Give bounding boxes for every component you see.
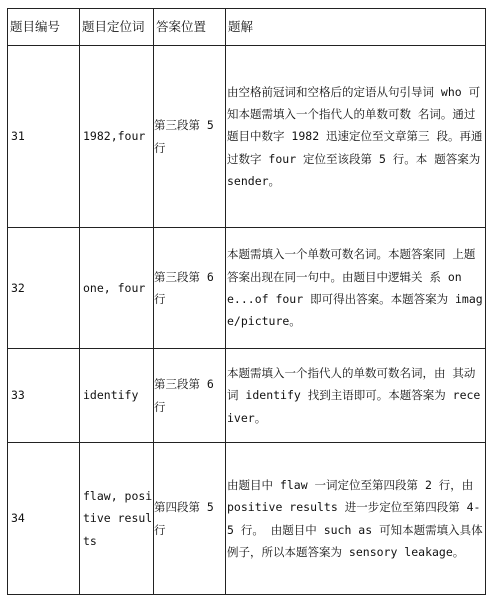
table-row <box>8 46 486 228</box>
answer-explanation: 本题需填入一个指代人的单数可数名词，由 其动词 identify 找到主语即可。本题答案为 receiver。 <box>226 349 486 443</box>
answer-explanation: 本题需填入一个单数可数名词。本题答案同 上题答案出现在同一句中。由题目中逻辑关 系 one...of four 即可得出答案。本题答案为 image/picture。 <box>226 228 486 349</box>
header-explanation: 题解 <box>226 9 486 46</box>
table-header-row <box>8 9 486 46</box>
question-keywords: identify <box>80 349 154 443</box>
answer-location: 第三段第 6 行 <box>154 349 226 443</box>
question-number: 34 <box>8 443 80 595</box>
question-number: 31 <box>8 46 80 228</box>
question-number: 32 <box>8 228 80 349</box>
table-row <box>8 443 486 595</box>
question-keywords: one, four <box>80 228 154 349</box>
answer-explanation: 由题目中 flaw 一词定位至第四段第 2 行，由 positive results 进一步定位至第四段第 4-5 行。 由题目中 such as 可知本题需填入具体例子，所以本题答案为 sensory leakage。 <box>226 443 486 595</box>
header-answer-location: 答案位置 <box>154 9 226 46</box>
question-number: 33 <box>8 349 80 443</box>
answer-analysis-table <box>7 8 486 595</box>
header-question-keywords: 题目定位词 <box>80 9 154 46</box>
header-question-number: 题目编号 <box>8 9 80 46</box>
answer-location: 第四段第 5 行 <box>154 443 226 595</box>
table-row <box>8 349 486 443</box>
question-keywords: flaw, positive results <box>80 443 154 595</box>
answer-location: 第三段第 5 行 <box>154 46 226 228</box>
answer-location: 第三段第 6 行 <box>154 228 226 349</box>
question-keywords: 1982,four <box>80 46 154 228</box>
table-row <box>8 228 486 349</box>
answer-explanation: 由空格前冠词和空格后的定语从句引导词 who 可知本题需填入一个指代人的单数可数 名词。通过题目中数字 1982 迅速定位至文章第三 段。再通过数字 four 定位至该段第 5 行。本 题答案为 sender。 <box>226 46 486 228</box>
